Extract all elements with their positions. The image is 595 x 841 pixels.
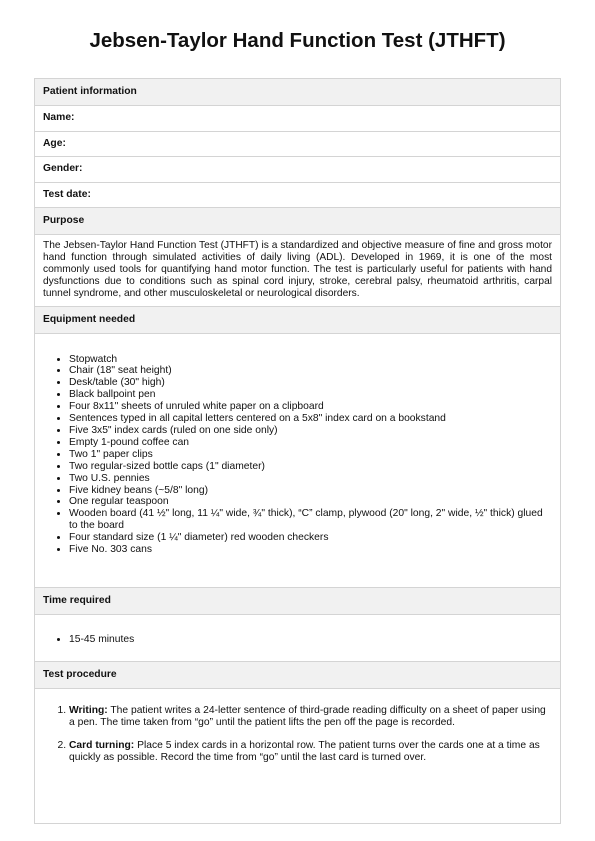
test-date-label: Test date: (43, 188, 91, 200)
list-item: • 15-45 minutes (69, 634, 550, 646)
list-item: • Empty 1-pound coffee can (69, 437, 550, 449)
equipment-list (43, 354, 550, 556)
name-field[interactable] (35, 106, 560, 132)
list-item: • Sentences typed in all capital letters centered on a 5x8" index card on a bookstand (69, 413, 550, 425)
step-text: The patient writes a 24-letter sentence of third-grade reading difficulty on a sheet of paper using a pen. The time taken from “go” until the patient lifts the pen off the page is recorded. (69, 704, 546, 728)
list-item: • Five No. 303 cans (69, 544, 550, 556)
test-date-field[interactable] (35, 183, 560, 209)
list-item: • Stopwatch (69, 354, 550, 366)
list-item: • Two U.S. pennies (69, 473, 550, 485)
time-required-list (43, 634, 550, 646)
equipment-cell (35, 334, 560, 588)
list-item: • Four standard size (1 ¼" diameter) red wooden checkers (69, 532, 550, 544)
procedure-step-writing (69, 705, 550, 730)
section-header-patient-information: Patient information (35, 79, 560, 106)
list-item: • Five kidney beans (~5/8" long) (69, 485, 550, 497)
procedure-list (43, 705, 550, 765)
list-item: • Black ballpoint pen (69, 389, 550, 401)
section-header-time-required: Time required (35, 588, 560, 615)
time-required-cell (35, 615, 560, 662)
procedure-step-card-turning (69, 740, 550, 765)
step-label: Card turning: (69, 740, 135, 752)
list-item: • Chair (18" seat height) (69, 365, 550, 377)
assessment-form (34, 78, 561, 824)
list-item: • Four 8x11" sheets of unruled white paper on a clipboard (69, 401, 550, 413)
gender-label: Gender: (43, 163, 83, 174)
list-item: • Desk/table (30" high) (69, 377, 550, 389)
list-item: • Two 1" paper clips (69, 449, 550, 461)
list-item: • Two regular-sized bottle caps (1" diameter) (69, 461, 550, 473)
name-label: Name: (43, 112, 75, 123)
section-header-purpose: Purpose (35, 208, 560, 235)
step-text: Place 5 index cards in a horizontal row. The patient turns over the cards one at a time as quickly as possible. Record the time from “go” until the last card is turned over. (69, 740, 540, 764)
age-field[interactable] (35, 132, 560, 158)
page-title: Jebsen-Taylor Hand Function Test (JTHFT) (89, 29, 506, 52)
section-header-test-procedure: Test procedure (35, 662, 560, 689)
age-label: Age: (43, 137, 66, 149)
list-item: • Five 3x5" index cards (ruled on one side only) (69, 425, 550, 437)
test-procedure-cell (35, 689, 560, 824)
step-label: Writing: (69, 704, 108, 716)
gender-field[interactable] (35, 157, 560, 183)
list-item: • Wooden board (41 ½" long, 11 ¼" wide, ¾" thick), “C” clamp, plywood (20" long, 2" wide, ½" thick) glued to the board (69, 508, 550, 532)
section-header-equipment: Equipment needed (35, 307, 560, 334)
list-item: • One regular teaspoon (69, 496, 550, 508)
purpose-text: The Jebsen-Taylor Hand Function Test (JTHFT) is a standardized and objective measure of fine and gross motor hand function through simulated activities of daily living (ADL). Developed in 1969, it is one of the most commonly used tools for quantifying hand motor function. The test is particularly useful for patients with hand dysfunctions due to conditions such as spinal cord injury, stroke, cerebral palsy, rheumatoid arthritis, carpal tunnel syndrome, and other musculoskeletal or neurological disorders. (35, 235, 560, 307)
